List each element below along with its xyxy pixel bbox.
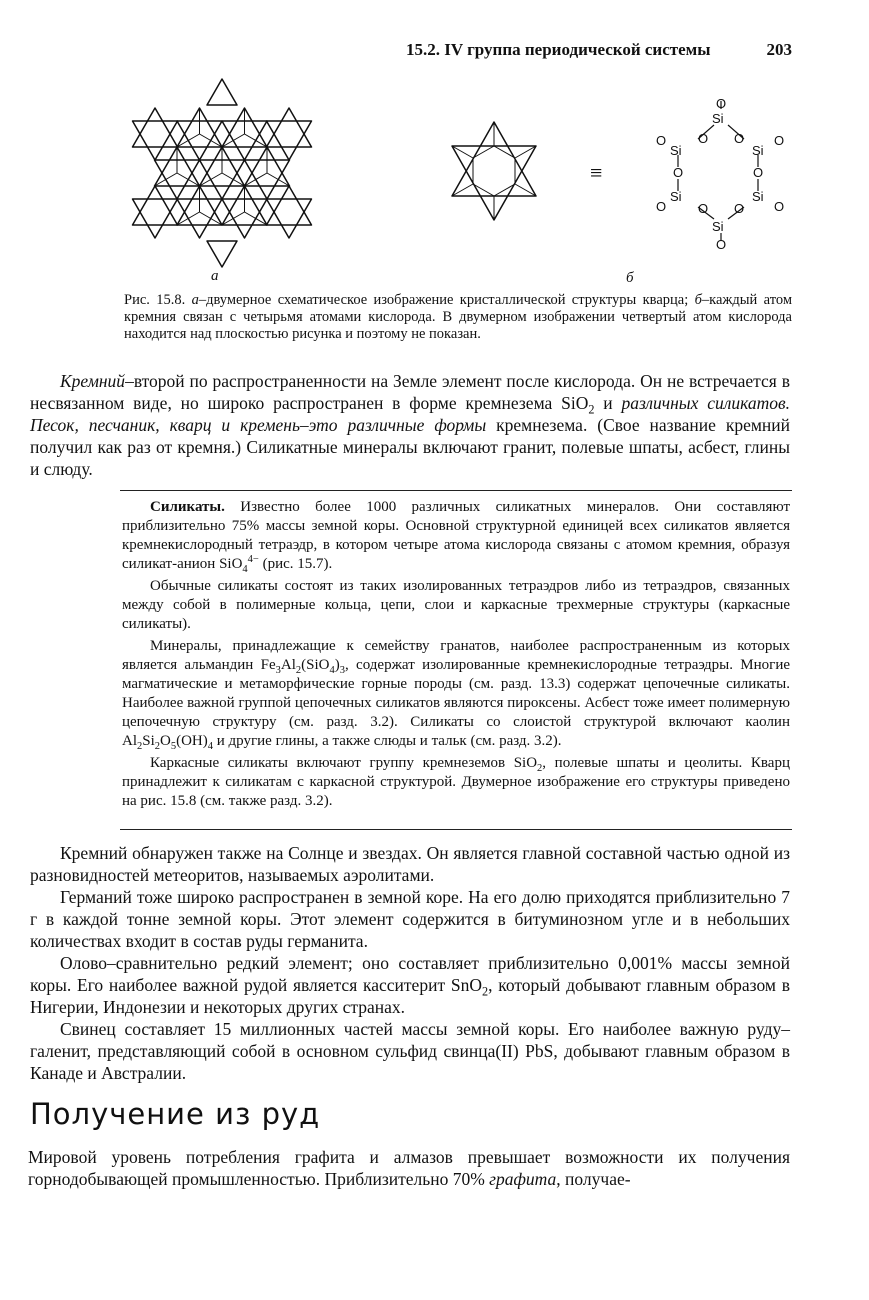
box-paragraph — [122, 754, 790, 811]
caption-a-label: а — [191, 292, 199, 308]
figure-silicate-ring — [448, 118, 540, 224]
ring-atom-si: Si — [752, 189, 764, 204]
box-p1-sup: 4− — [247, 554, 259, 565]
body-p3-end: , который добывают главным образом в Нигерии, Индонезии и некоторых других странах. — [30, 975, 791, 1017]
box-p1: Известно более 1000 различных силикатных минералов. Они составляют приблизительно 75% массы земной коры. Основной структурной единицей всех силикатов является кремнекислородный тетраэдр, в котором четыре атома кислорода связаны с атомом кремния, образуя силикат-анион SiO — [122, 499, 791, 572]
box-p3-sub: 3 — [275, 665, 281, 676]
section-paragraph — [28, 1146, 790, 1190]
section-italic: графита — [489, 1169, 557, 1189]
box-p3-sub: 3 — [339, 665, 345, 676]
intro-text-end: и — [594, 393, 613, 413]
quartz-lattice-diagram — [122, 78, 322, 268]
ring-atom-o: O — [698, 201, 709, 216]
body-paragraph: Свинец составляет 15 миллионных частей массы земной коры. Его наиболее важную руду–галенит, представляющий собой в основном сульфид свинца(II) PbS, добывают главным образом в Канаде и Австралии. — [30, 1019, 790, 1083]
intro-term: Кремний — [60, 371, 126, 391]
box-p1-sub: 4 — [242, 564, 248, 575]
box-p4-sub: 2 — [537, 763, 543, 774]
intro-sub: 2 — [588, 402, 595, 417]
body-text — [30, 842, 790, 1084]
figure-caption — [124, 292, 792, 343]
ring-atom-si-top: Si — [712, 111, 724, 126]
ring-atom-o: O — [656, 133, 667, 148]
ring-atom-o: O — [698, 131, 709, 146]
body-p3: Олово–сравнительно редкий элемент; оно составляет приблизительно 0,001% массы земной коры. Его наиболее важной рудой является касситерит SnO — [30, 953, 790, 995]
box-p3-sub: 2 — [295, 665, 302, 676]
ring-atom-o: O — [753, 165, 764, 180]
ring-atom-o-bottom: O — [716, 237, 727, 252]
running-head — [406, 40, 796, 60]
figure-ring-formula — [648, 95, 788, 255]
box-p1-end: (рис. 15.7). — [258, 556, 333, 572]
ring-atom-o: O — [774, 133, 785, 148]
ring-atom-si: Si — [670, 189, 682, 204]
figure-label-b: б — [626, 270, 634, 286]
box-p4: Каркасные силикаты включают группу кремнеземов SiO — [150, 755, 538, 771]
box-p3: Al — [280, 657, 296, 673]
section-heading: Получение из руд — [30, 1097, 321, 1131]
caption-lead: Рис. 15.8. — [124, 292, 186, 308]
ring-atom-o: O — [734, 131, 745, 146]
box-title: Силикаты. — [150, 499, 225, 515]
section-text: Мировой уровень потребления графита и алмазов превышает возможности их получения горнодобывающей промышленностью. Приблизительно 70% — [28, 1147, 790, 1189]
intro-paragraph — [30, 370, 790, 480]
silicate-ring-diagram — [448, 118, 540, 224]
ring-atom-o: O — [734, 201, 745, 216]
box-p3: , содержат изолированные кремнекислородные тетраэдры. Многие магматические и метаморфические горные породы (см. разд. 13.3) содержат цепочечные силикаты. Наиболее важной группой цепочечных силикатов являются пироксены. Асбест тоже имеет полимерную цепочечную структуру (см. разд. 3.2). Силикаты со слоистой структурой включают каолин Al — [122, 657, 791, 749]
box-p3: Минералы, принадлежащие к семейству гранатов, наиболее распространенным из которых является альмандин Fe — [122, 638, 790, 673]
ring-atom-si: Si — [752, 143, 764, 158]
ring-atom-o-top: O — [716, 96, 727, 111]
silicates-box — [122, 498, 790, 814]
caption-b-label: б — [694, 292, 702, 308]
ring-atom-si-bottom: Si — [712, 219, 724, 234]
box-p3: O — [160, 733, 171, 749]
page-number: 203 — [766, 40, 792, 59]
box-top-rule — [120, 490, 792, 491]
box-p3: ) — [334, 657, 340, 673]
intro-italic: различных силикатов. Песок, песчаник, кварц и кремень–это различные формы — [30, 393, 790, 435]
intro-text-1: –второй по распространенности на Земле элемент после кислорода. Он не встречается в несвязанном виде, но широко распространен в форме кремнезема SiO — [30, 371, 790, 413]
caption-a-text: –двумерное схематическое изображение кристаллической структуры кварца; — [198, 292, 689, 308]
ring-atom-o: O — [774, 199, 785, 214]
box-p3: (SiO — [301, 657, 330, 673]
box-p3: и другие глины, а также слюды и тальк (см. разд. 3.2). — [213, 733, 562, 749]
box-p3-sub: 4 — [207, 741, 214, 752]
box-p3-sub: 5 — [170, 741, 177, 752]
box-paragraph — [122, 498, 790, 574]
ring-atom-o: O — [673, 165, 684, 180]
ring-atom-si: Si — [670, 143, 682, 158]
box-bottom-rule — [120, 829, 792, 830]
box-paragraph — [122, 637, 790, 751]
box-p3-sub: 2 — [154, 741, 161, 752]
body-paragraph — [30, 952, 790, 1018]
box-p3-sub: 2 — [137, 741, 143, 752]
box-p3-sub: 4 — [329, 665, 335, 676]
body-paragraph: Кремний обнаружен также на Солнце и звездах. Он является главной составной частью одной из разновидностей метеоритов, называемых аэролитами. — [30, 843, 790, 885]
body-paragraph: Германий тоже широко распространен в земной коре. На его долю приходятся приблизительно 7 г в каждой тонне земной коры. Этот элемент содержится в битуминозном угле и в небольших количествах входит в состав руды германита. — [30, 887, 790, 951]
box-paragraph: Обычные силикаты состоят из таких изолированных тетраэдров либо из тетраэдров, связанных между собой в полимерные кольца, цепи, слои и каркасные трехмерные структуры (каркасные силикаты). — [122, 578, 790, 632]
figure-label-a: а — [211, 268, 219, 284]
section-header: 15.2. IV группа периодической системы — [406, 40, 711, 59]
box-p3: (OH) — [176, 733, 208, 749]
section-text-end: , получае- — [556, 1169, 631, 1189]
box-p4: , полевые шпаты и цеолиты. Кварц принадлежит к силикатам с каркасной структурой. Двумерное изображение его структуры приведено на рис. 15.8 (см. также разд. 3.2). — [122, 755, 790, 809]
figure-quartz-lattice — [122, 78, 322, 268]
body-p3-sub: 2 — [481, 984, 489, 999]
ring-atom-o: O — [656, 199, 667, 214]
equivalence-sign: ≡ — [590, 160, 603, 185]
intro-text-2: кремнезема. (Свое название кремний получил как раз от кремня.) Силикатные минералы включают гранит, полевые шпаты, асбест, глины и слюду. — [30, 415, 791, 479]
box-p3: Si — [142, 733, 155, 749]
caption-b-text: –каждый атом кремния связан с четырьмя атомами кислорода. В двумерном изображении четвертый атом кислорода находится над плоскостью рисунка и поэтому не показан. — [124, 292, 792, 342]
